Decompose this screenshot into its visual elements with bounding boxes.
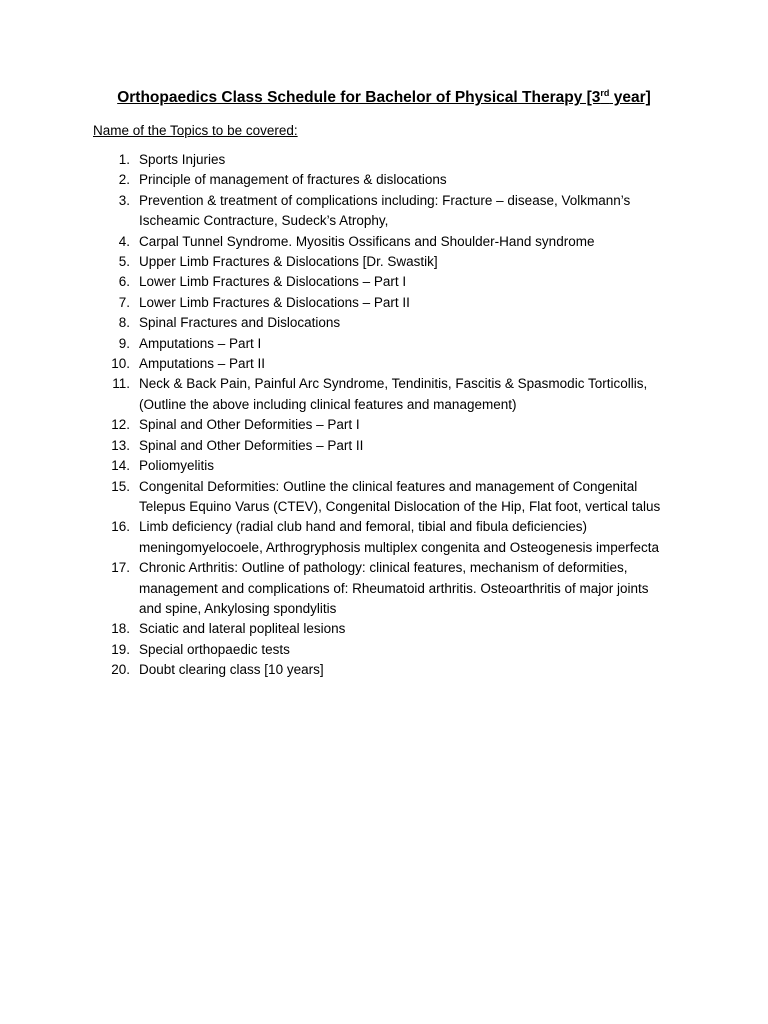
title-main-text: Orthopaedics Class Schedule for Bachelor of Physical Therapy [3 [117,89,601,106]
item-text: Sports Injuries [139,152,226,167]
list-item [0,660,670,680]
item-text: Spinal Fractures and Dislocations [139,315,341,331]
list-item [0,334,670,354]
item-text: Special orthopaedic tests [139,641,290,657]
item-text: Doubt clearing class [10 years] [139,662,324,678]
item-number: 1. [118,152,130,167]
document-title [0,88,768,108]
list-item [0,272,670,292]
item-number: 3. [118,192,130,208]
list-item [0,436,670,456]
list-item [0,456,670,476]
list-item [0,252,670,272]
item-text: Spinal and Other Deformities – Part I [139,417,360,433]
item-number: 15. [111,478,130,494]
list-item [0,558,670,619]
item-number: 8. [118,315,130,331]
list-item [0,170,670,190]
list-item [0,313,670,333]
item-text: Carpal Tunnel Syndrome. Myositis Ossificans and Shoulder-Hand syndrome [139,233,595,249]
item-number: 12. [111,417,130,433]
topics-heading: Name of the Topics to be covered: [93,123,298,138]
list-item [0,150,670,170]
item-number: 16. [111,519,130,535]
list-item [0,374,670,415]
item-text: Lower Limb Fractures & Dislocations – Part II [139,294,410,310]
list-item [0,293,670,313]
item-number: 13. [111,437,130,453]
item-text: Amputations – Part II [139,356,266,372]
item-number: 18. [111,621,130,637]
item-text: Amputations – Part I [139,335,262,351]
item-number: 7. [118,294,130,310]
item-number: 9. [118,335,130,351]
item-text: Prevention & treatment of complications including: Fracture – disease, Volkmann’s Ischeamic Contracture, Sudeck’s Atrophy, [139,192,631,229]
item-number: 2. [118,172,130,188]
topics-list [0,150,670,681]
item-text: Congenital Deformities: Outline the clinical features and management of Congenital Telepus Equino Varus (CTEV), Congenital Dislocation of the Hip, Flat foot, vertical talus [139,478,661,514]
item-number: 4. [118,233,130,249]
item-text: Spinal and Other Deformities – Part II [139,437,364,453]
item-number: 11. [112,376,130,392]
item-text: Sciatic and lateral popliteal lesions [139,621,346,637]
list-item [0,619,670,639]
list-item [0,191,670,232]
item-number: 10. [111,356,130,372]
item-text: Neck & Back Pain, Painful Arc Syndrome, Tendinitis, Fascitis & Spasmodic Torticollis, (Outline the above including clinical features and management) [139,376,648,412]
item-text: Principle of management of fractures & dislocations [139,172,447,188]
item-text: Poliomyelitis [139,458,215,474]
item-number: 6. [118,274,130,290]
list-item [0,232,670,252]
list-item [0,477,670,518]
list-item [0,640,670,660]
item-text: Upper Limb Fractures & Dislocations [Dr. Swastik] [139,254,438,270]
item-number: 17. [111,560,130,576]
item-number: 19. [111,641,130,657]
list-item [0,354,670,374]
list-item [0,517,670,558]
list-item [0,415,670,435]
item-text: Lower Limb Fractures & Dislocations – Part I [139,274,407,290]
title-superscript: rd [600,87,610,98]
item-number: 5. [118,254,130,270]
title-end-text: year] [609,89,651,106]
item-text: Chronic Arthritis: Outline of pathology: clinical features, mechanism of deformities, management and complications of: Rheumatoid arthritis. Osteoarthritis of major joints and spine, Ankylosing spondylitis [139,560,649,616]
item-number: 20. [111,662,130,678]
item-number: 14. [111,458,130,474]
item-text: Limb deficiency (radial club hand and femoral, tibial and fibula deficiencies) meningomyelocoele, Arthrogryphosis multiplex congenita and Osteogenesis imperfecta [139,519,660,555]
